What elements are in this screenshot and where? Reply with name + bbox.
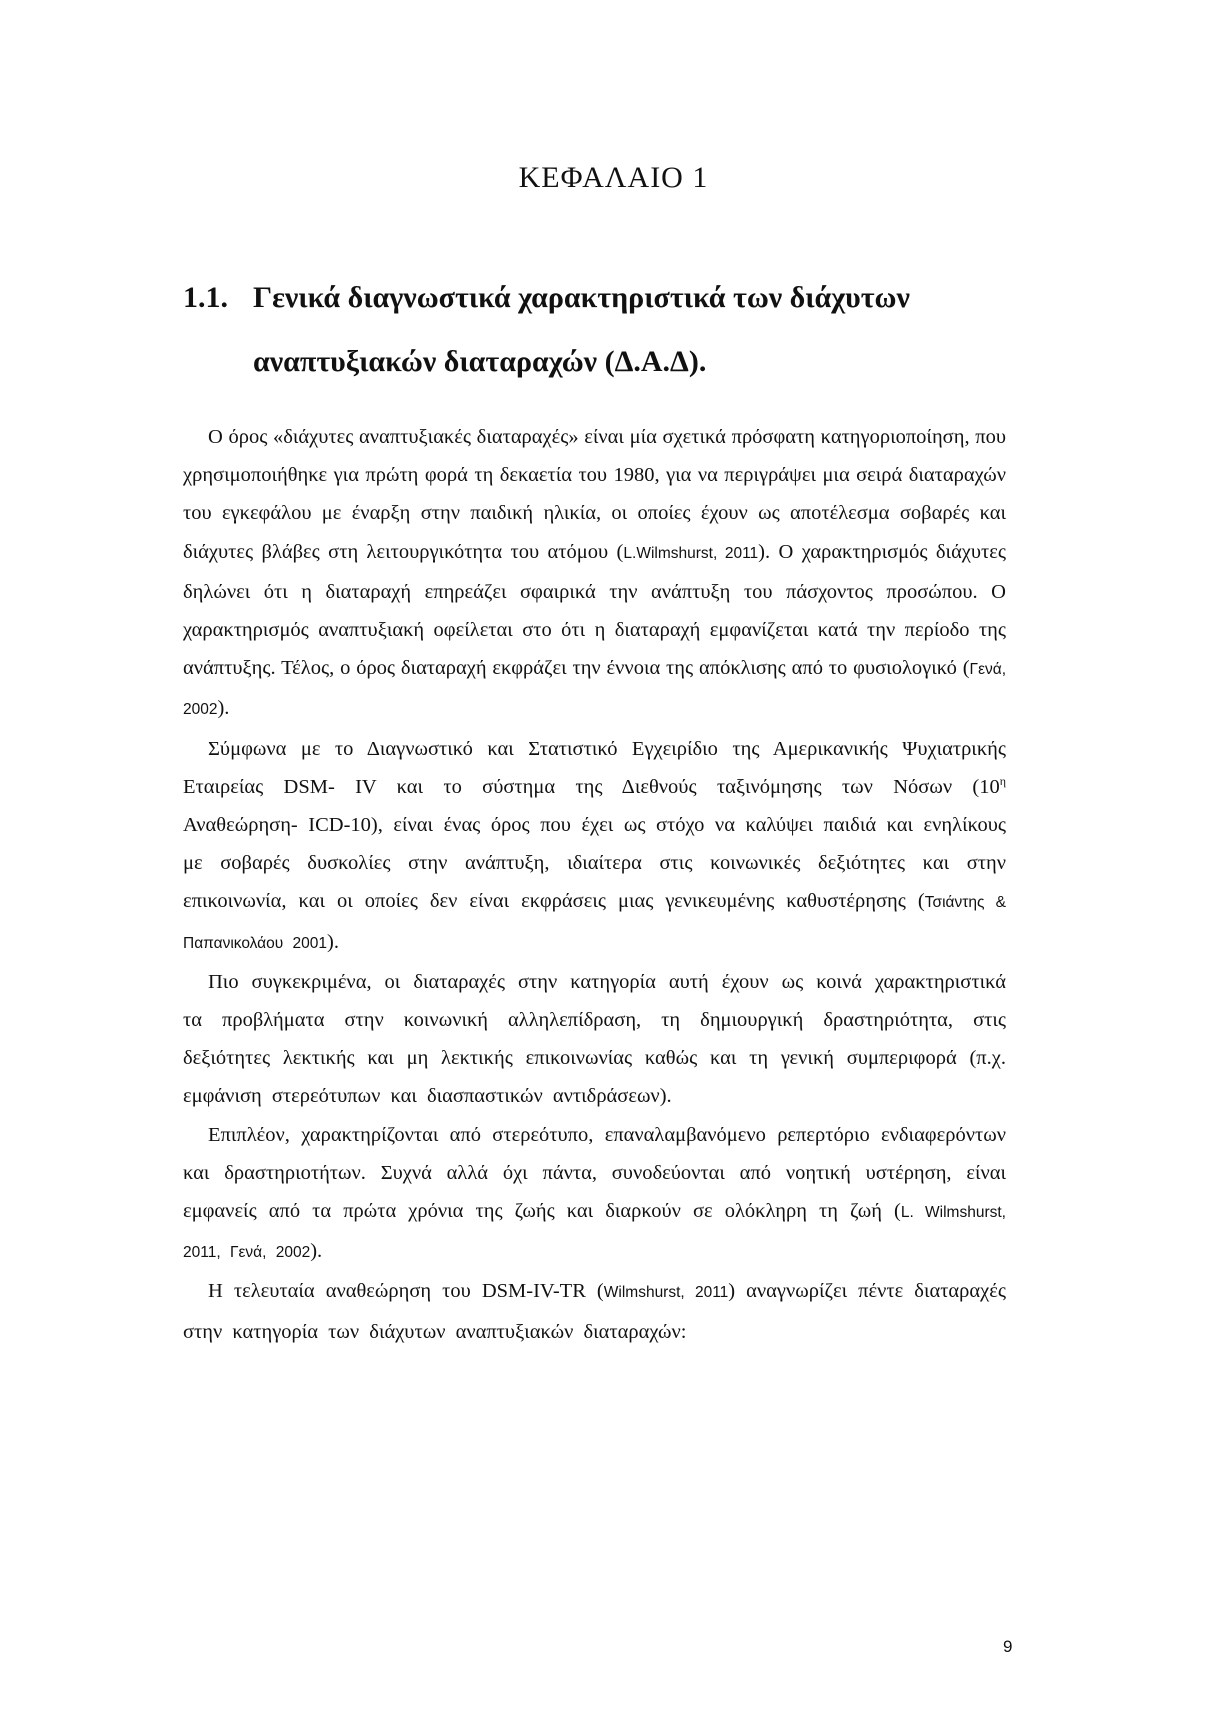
citation: Wilmshurst, 2011 [603, 1284, 729, 1302]
paragraph-4 [183, 1116, 1006, 1273]
paragraph-5 [183, 1272, 1006, 1350]
paragraph-2-end: ). [327, 930, 339, 953]
section-title-line2: αναπτυξιακών διαταραχών (Δ.Α.Δ). [253, 345, 707, 378]
paragraph-1-text: Ο όρος «διάχυτες αναπτυξιακές διαταραχές» είναι μία σχετικά πρόσφατη κατηγοριοποίηση, που χρησιμοποιήθηκε για πρώτη φορά τη δεκαετία του 1980, για να περιγράψει μια σειρά διαταραχών του εγκεφάλου με έναρξη στην παιδική ηλικία, οι οποίες έχουν ως αποτέλεσμα σοβαρές και διάχυτες βλάβες στη λειτουργικότητα του ατόμου ( [183, 426, 1006, 563]
paragraph-4-end: ). [310, 1240, 323, 1263]
paragraph-1 [183, 418, 1006, 730]
citation: Γενά, 2002 [183, 661, 1006, 719]
paragraph-4-text: Επιπλέον, χαρακτηρίζονται από στερεότυπο, επαναλαμβανόμενο ρεπερτόριο ενδιαφερόντων και δραστηριοτήτων. Συχνά αλλά όχι πάντα, συνοδεύονται από νοητική υστέρηση, είναι εμφανείς από τα πρώτα χρόνια της ζωής και διαρκούν σε ολόκληρη τη ζωή ( [183, 1123, 1006, 1223]
paragraph-1-text-after: ). Ο χαρακτηρισμός διάχυτες δηλώνει ότι η διαταραχή επηρεάζει σφαιρικά την ανάπτυξη του πάσχοντος προσώπου. Ο χαρακτηρισμός αναπτυξιακή οφείλεται στο ότι η διαταραχή εμφανίζεται κατά την περίοδο της ανάπτυξης. Τέλος, ο όρος διαταραχή εκφράζει την έννοια της απόκλισης από το φυσιολογικό ( [183, 540, 1007, 680]
paragraph-3-text: Πιο συγκεκριμένα, οι διαταραχές στην κατηγορία αυτή έχουν ως κοινά χαρακτηριστικά τα προβλήματα στην κοινωνική αλληλεπίδραση, τη δημιουργική δραστηριότητα, στις δεξιότητες λεκτικής και μη λεκτικής επικοινωνίας καθώς και τη γενική συμπεριφορά (π.χ. εμφάνιση στερεότυπων και διασπαστικών αντιδράσεων). [183, 970, 1006, 1108]
citation: Τσιάντης & Παπανικολάου 2001 [183, 894, 1006, 952]
superscript: η [999, 774, 1006, 788]
paragraph-2 [183, 730, 1006, 963]
section-title-line1: Γενικά διαγνωστικά χαρακτηριστικά των διάχυτων [253, 281, 910, 314]
section-number: 1.1. [183, 281, 228, 314]
body-text [183, 418, 1006, 1351]
paragraph-5-text: Η τελευταία αναθεώρηση του DSM-IV-TR ( [208, 1280, 604, 1303]
paragraph-1-end: ). [217, 697, 230, 720]
paragraph-3 [183, 963, 1006, 1116]
citation: L.Wilmshurst, 2011 [623, 544, 759, 562]
paragraph-5-text-after: ) αναγνωρίζει πέντε διαταραχές στην κατηγορία των διάχυτων αναπτυξιακών διαταραχών: [183, 1280, 1006, 1343]
chapter-title: ΚΕΦΑΛΑΙΟ 1 [518, 161, 709, 194]
page-number: 9 [1003, 1637, 1013, 1656]
paragraph-2-text-after: Αναθεώρηση- ICD-10), είναι ένας όρος που έχει ως στόχο να καλύψει παιδιά και ενηλίκους με σοβαρές δυσκολίες στην ανάπτυξη, ιδιαίτερα στις κοινωνικές δεξιότητες και στην επικοινωνία, και οι οποίες δεν είναι εκφράσεις μιας γενικευμένης καθυστέρησης ( [183, 814, 1006, 913]
paragraph-2-text: Σύμφωνα με το Διαγνωστικό και Στατιστικό Εγχειρίδιο της Αμερικανικής Ψυχιατρικής Εταιρείας DSM- IV και το σύστημα της Διεθνούς ταξινόμησης των Νόσων (10 [183, 737, 1006, 798]
citation: L. Wilmshurst, 2011, Γενά, 2002 [183, 1204, 1006, 1262]
section-heading [183, 266, 1043, 394]
